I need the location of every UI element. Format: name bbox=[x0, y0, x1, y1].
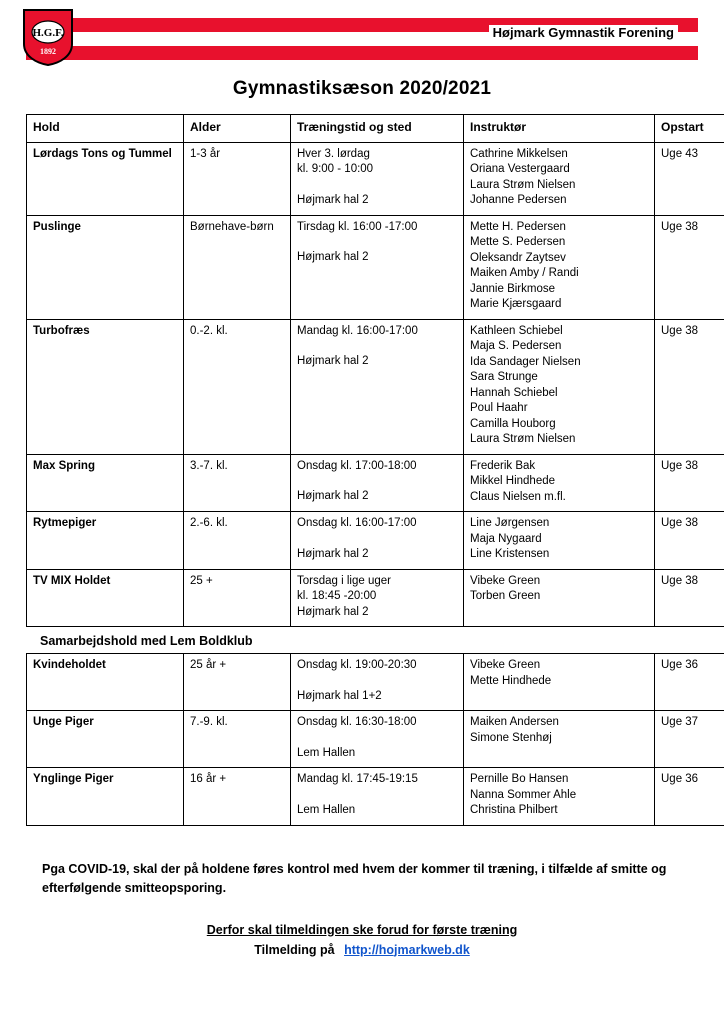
cell-tid bbox=[291, 711, 464, 768]
organization-title: Højmark Gymnastik Forening bbox=[489, 25, 678, 41]
cell-tid-spacer bbox=[297, 788, 457, 803]
signup-prefix: Tilmelding på bbox=[254, 942, 335, 957]
cell-alder: 16 år + bbox=[184, 768, 291, 826]
cell-instruktorer bbox=[464, 569, 655, 627]
cell-hold: Ynglinge Piger bbox=[27, 768, 184, 826]
col-header-opstart: Opstart bbox=[655, 115, 724, 143]
instructor-name: Hannah Schiebel bbox=[470, 386, 558, 399]
instructor-name: Johanne Pedersen bbox=[470, 194, 567, 206]
cell-sted: Højmark hal 2 bbox=[297, 547, 369, 560]
cell-instruktorer bbox=[464, 512, 655, 570]
col-header-hold: Hold bbox=[27, 115, 184, 143]
instructor-name: Sara Strunge bbox=[470, 371, 538, 383]
instructor-name: Maiken Amby / Randi bbox=[470, 267, 579, 279]
instructor-name: Kathleen Schiebel bbox=[470, 324, 563, 337]
cell-opstart: Uge 43 bbox=[655, 142, 724, 215]
cell-sted: Lem Hallen bbox=[297, 803, 356, 816]
instructor-name: Christina Philbert bbox=[470, 804, 558, 816]
cell-tid-line1: Onsdag kl. 16:30-18:00 bbox=[297, 716, 417, 728]
instructor-name: Mette S. Pedersen bbox=[470, 236, 566, 248]
instructor-name: Jannie Birkmose bbox=[470, 282, 556, 295]
cell-tid-line1: Mandag kl. 16:00-17:00 bbox=[297, 324, 418, 337]
schedule-section bbox=[0, 114, 724, 826]
instructor-name: Mette H. Pedersen bbox=[470, 220, 566, 233]
cell-tid-line1: Tirsdag kl. 16:00 -17:00 bbox=[297, 220, 418, 233]
cell-hold: TV MIX Holdet bbox=[27, 569, 184, 627]
cell-opstart: Uge 38 bbox=[655, 319, 724, 454]
instructor-name: Laura Strøm Nielsen bbox=[470, 178, 576, 191]
svg-text:1892: 1892 bbox=[40, 47, 56, 56]
instructor-name: Vibeke Green bbox=[470, 574, 541, 587]
cell-tid-line2: kl. 9:00 - 10:00 bbox=[297, 163, 374, 175]
cell-tid-line1: Hver 3. lørdag bbox=[297, 147, 370, 160]
cell-tid-spacer bbox=[297, 674, 457, 689]
schedule-table bbox=[26, 114, 724, 627]
cell-sted: Højmark hal 2 bbox=[297, 490, 369, 502]
cell-hold: Lørdags Tons og Tummel bbox=[27, 142, 184, 215]
instructor-name: Camilla Houborg bbox=[470, 417, 556, 430]
instructor-name: Mikkel Hindhede bbox=[470, 475, 556, 487]
cell-sted: Højmark hal 2 bbox=[297, 355, 369, 367]
cell-opstart: Uge 38 bbox=[655, 454, 724, 512]
cell-tid bbox=[291, 215, 464, 319]
col-header-instruktor: Instruktør bbox=[464, 115, 655, 143]
table-row bbox=[27, 654, 724, 711]
instructor-name: Claus Nielsen m.fl. bbox=[470, 490, 566, 503]
page-title: Gymnastiksæson 2020/2021 bbox=[232, 78, 492, 99]
cell-alder: 25 + bbox=[184, 569, 291, 627]
cell-instruktorer bbox=[464, 454, 655, 512]
cell-tid-line1: Onsdag kl. 19:00-20:30 bbox=[297, 659, 417, 671]
instructor-name: Line Jørgensen bbox=[470, 517, 550, 529]
cell-hold: Kvindeholdet bbox=[27, 654, 184, 711]
instructor-name: Vibeke Green bbox=[470, 659, 541, 671]
signup-link[interactable]: http://hojmarkweb.dk bbox=[344, 942, 470, 957]
table-row bbox=[27, 512, 724, 570]
cell-instruktorer bbox=[464, 768, 655, 826]
subsection-title: Samarbejdshold med Lem Boldklub bbox=[40, 634, 253, 648]
instructor-name: Torben Green bbox=[470, 590, 541, 602]
cell-sted: Højmark hal 1+2 bbox=[297, 689, 382, 702]
cell-tid-spacer bbox=[297, 178, 457, 193]
instructor-name: Frederik Bak bbox=[470, 459, 536, 472]
cell-tid bbox=[291, 768, 464, 826]
instructor-name: Pernille Bo Hansen bbox=[470, 773, 569, 785]
table-row bbox=[27, 454, 724, 512]
header-red-bar-bottom bbox=[26, 46, 698, 60]
cell-hold: Max Spring bbox=[27, 454, 184, 512]
cell-instruktorer bbox=[464, 215, 655, 319]
cell-tid-spacer bbox=[297, 532, 457, 547]
partner-schedule-table bbox=[26, 653, 724, 826]
cell-alder: 7.-9. kl. bbox=[184, 711, 291, 768]
table-row bbox=[27, 569, 724, 627]
col-header-alder: Alder bbox=[184, 115, 291, 143]
instructor-name: Oriana Vestergaard bbox=[470, 163, 570, 175]
cell-tid-line1: Onsdag kl. 17:00-18:00 bbox=[297, 459, 417, 472]
instructor-name: Ida Sandager Nielsen bbox=[470, 355, 581, 368]
cell-opstart: Uge 38 bbox=[655, 215, 724, 319]
cell-alder: 3.-7. kl. bbox=[184, 454, 291, 512]
signup-block bbox=[34, 920, 690, 960]
cell-instruktorer bbox=[464, 711, 655, 768]
cell-hold: Turbofræs bbox=[27, 319, 184, 454]
cell-instruktorer bbox=[464, 142, 655, 215]
cell-opstart: Uge 36 bbox=[655, 768, 724, 826]
col-header-tid: Træningstid og sted bbox=[291, 115, 464, 143]
instructor-name: Maiken Andersen bbox=[470, 716, 559, 728]
table-row bbox=[27, 142, 724, 215]
cell-tid-line1: Mandag kl. 17:45-19:15 bbox=[297, 773, 418, 785]
cell-opstart: Uge 38 bbox=[655, 512, 724, 570]
cell-hold: Rytmepiger bbox=[27, 512, 184, 570]
instructor-name: Mette Hindhede bbox=[470, 674, 552, 687]
covid-note: Pga COVID-19, skal der på holdene føres kontrol med hvem der kommer til træning, i tilfælde af smitte og efterfølgende smitteopsporing. bbox=[42, 861, 667, 895]
cell-alder: 25 år + bbox=[184, 654, 291, 711]
cell-tid bbox=[291, 512, 464, 570]
cell-alder: Børnehave-børn bbox=[184, 215, 291, 319]
footer-section bbox=[0, 826, 724, 960]
cell-tid-spacer bbox=[297, 339, 457, 354]
svg-text:H.G.F.: H.G.F. bbox=[32, 27, 64, 39]
table-row bbox=[27, 319, 724, 454]
cell-tid bbox=[291, 319, 464, 454]
hgf-club-logo bbox=[22, 8, 74, 66]
cell-sted: Lem Hallen bbox=[297, 746, 356, 759]
instructor-name: Maja Nygaard bbox=[470, 532, 542, 545]
cell-tid bbox=[291, 142, 464, 215]
table-row bbox=[27, 768, 724, 826]
table-row bbox=[27, 215, 724, 319]
cell-tid-line1: Torsdag i lige uger bbox=[297, 574, 391, 587]
instructor-name: Line Kristensen bbox=[470, 548, 550, 560]
page-header bbox=[0, 0, 724, 62]
cell-tid-line2: kl. 18:45 -20:00 bbox=[297, 590, 377, 602]
table-row bbox=[27, 711, 724, 768]
instructor-name: Nanna Sommer Ahle bbox=[470, 788, 577, 801]
cell-tid-spacer bbox=[297, 474, 457, 489]
cell-tid bbox=[291, 454, 464, 512]
instructor-name: Marie Kjærsgaard bbox=[470, 298, 562, 310]
cell-tid bbox=[291, 654, 464, 711]
cell-hold: Puslinge bbox=[27, 215, 184, 319]
cell-sted: Højmark hal 2 bbox=[297, 251, 369, 263]
instructor-name: Laura Strøm Nielsen bbox=[470, 433, 576, 445]
cell-opstart: Uge 38 bbox=[655, 569, 724, 627]
cell-instruktorer bbox=[464, 319, 655, 454]
cell-sted: Højmark hal 2 bbox=[297, 193, 369, 206]
cell-alder: 1-3 år bbox=[184, 142, 291, 215]
cell-opstart: Uge 37 bbox=[655, 711, 724, 768]
cell-alder: 0.-2. kl. bbox=[184, 319, 291, 454]
cell-tid bbox=[291, 569, 464, 627]
instructor-name: Cathrine Mikkelsen bbox=[470, 147, 568, 160]
cell-alder: 2.-6. kl. bbox=[184, 512, 291, 570]
cell-hold: Unge Piger bbox=[27, 711, 184, 768]
instructor-name: Oleksandr Zaytsev bbox=[470, 251, 566, 264]
cell-tid-spacer bbox=[297, 731, 457, 746]
cell-tid-spacer bbox=[297, 235, 457, 250]
cell-tid-line1: Onsdag kl. 16:00-17:00 bbox=[297, 517, 417, 529]
cell-opstart: Uge 36 bbox=[655, 654, 724, 711]
signup-headline: Derfor skal tilmeldingen ske forud for første træning bbox=[206, 922, 518, 937]
table-header-row bbox=[27, 115, 724, 143]
cell-instruktorer bbox=[464, 654, 655, 711]
cell-sted: Højmark hal 2 bbox=[297, 605, 369, 618]
instructor-name: Poul Haahr bbox=[470, 402, 528, 414]
instructor-name: Simone Stenhøj bbox=[470, 731, 552, 744]
instructor-name: Maja S. Pedersen bbox=[470, 340, 562, 352]
